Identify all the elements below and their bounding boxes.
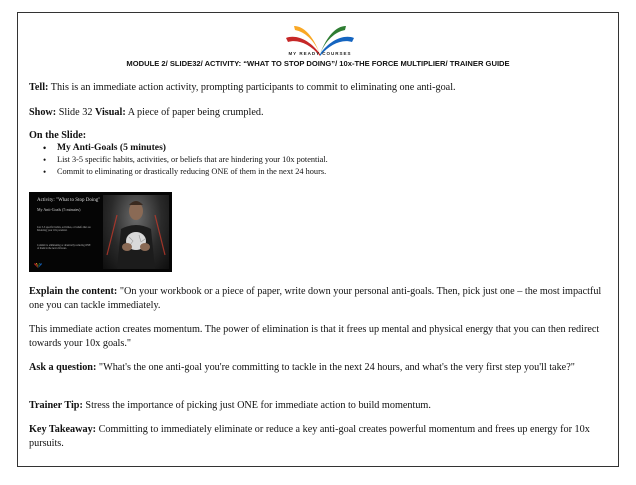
page-title: MODULE 2/ SLIDE32/ ACTIVITY: “WHAT TO STOP DOING”/ 10x-THE FORCE MULTIPLIER/ TRAINER GUIDE bbox=[126, 59, 510, 68]
slide-thumbnail bbox=[29, 192, 172, 272]
book-logo-icon bbox=[34, 263, 42, 268]
person-crumpling-paper-icon bbox=[103, 195, 169, 269]
slide-subtitle: My Anti-Goals (5 minutes) bbox=[37, 207, 81, 212]
key-takeaway-paragraph: Key Takeaway: Committing to immediately eliminate or reduce a key anti-goal creates powerful momentum and frees up energy for 10x pursuits. bbox=[29, 424, 590, 449]
tell-paragraph: Tell: This is an immediate action activity, prompting participants to commit to eliminating one anti-goal. bbox=[29, 82, 456, 93]
list-item: • Commit to eliminating or drastically reducing ONE of them in the next 24 hours. bbox=[29, 166, 589, 178]
list-item: • My Anti-Goals (5 minutes) bbox=[29, 142, 589, 154]
slide-photo bbox=[103, 195, 169, 269]
explain-paragraph-2: This immediate action creates momentum. The power of elimination is that it frees up mental and physical energy that you can then redirect towards your 10x goals." bbox=[29, 324, 600, 349]
show-paragraph: Show: Slide 32 Visual: A piece of paper being crumpled. bbox=[29, 107, 264, 118]
explain-paragraph: Explain the content: "On your workbook or a piece of paper, write down your personal anti-goals. Then, pick just one – the most impactful one you can tackle immediately. bbox=[29, 286, 602, 311]
trainer-tip-paragraph: Trainer Tip: Stress the importance of picking just ONE for immediate action to build momentum. bbox=[29, 400, 431, 411]
on-slide-list bbox=[29, 142, 589, 178]
question-paragraph: Ask a question: "What's the one anti-goal you're committing to tackle in the next 24 hours, and what's the very first step you'll take?" bbox=[29, 362, 575, 373]
list-item: • List 3-5 specific habits, activities, or beliefs that are hindering your 10x potential. bbox=[29, 154, 589, 166]
slide-body: Commit to eliminating or drastically reducing ONE of them in the next 24 hours. bbox=[37, 244, 91, 251]
on-slide-heading: On the Slide: bbox=[29, 130, 87, 141]
slide-title: Activity: "What to Stop Doing" bbox=[37, 198, 101, 203]
logo-text: MY READY COURSES bbox=[288, 51, 352, 56]
slide-body: List 3-5 specific habits, activities, or beliefs that are hindering your 10x potential. bbox=[37, 226, 91, 233]
